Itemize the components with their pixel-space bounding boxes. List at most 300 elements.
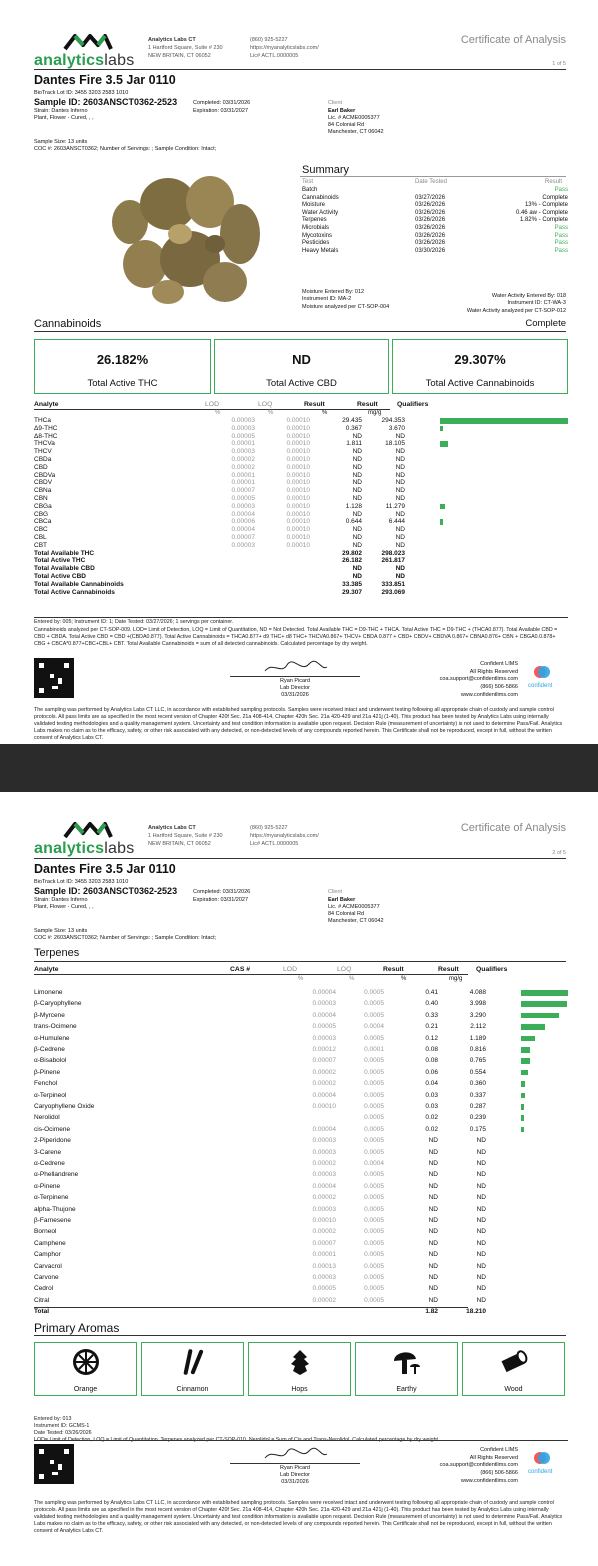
cell-r1: ND [352,541,362,549]
cell-lod: 0.00007 [312,1239,336,1247]
cell-r1: ND [428,1239,438,1247]
cell-r1: ND [428,1296,438,1304]
cell-r2: ND [395,463,405,471]
cell-r1: ND [428,1160,438,1167]
lims-phone: (866) 506-5866 [480,684,518,691]
signer-name: Ryan Picard [280,678,310,684]
table-row [34,456,568,464]
result-bar [521,1058,530,1064]
cell-a: Cedrol [34,1285,54,1293]
table-row [34,1206,568,1214]
summary-test: Microbials [302,224,330,231]
cell-r2: ND [476,1160,486,1167]
cell-r1: 0.02 [425,1125,438,1133]
summary-result: Pass [554,247,568,254]
product-name: Dantes Fire 3.5 Jar 0110 [34,73,176,87]
cell-a: THCa [34,417,51,424]
product-type: Plant, Flower - Cured, , , [34,904,94,910]
table-row [34,1285,568,1293]
table-row [34,464,568,472]
cann-unit-r2: mg/g [368,410,382,416]
lab-website[interactable]: https://myanalyticslabs.com/ [250,44,319,51]
cell-loq: 0.00010 [286,487,310,495]
cell-r1: ND [428,1285,438,1293]
aroma-hops-label: Hops [291,1386,308,1393]
completed-date: Completed: 03/31/2026 [193,100,251,106]
table-row [34,433,568,441]
product-type: Plant, Flower - Cured, , , [34,115,94,121]
cell-r2: 3.670 [388,424,405,432]
total-active-cbd-label: Total Active CBD [266,378,337,389]
cell-a: Camphor [34,1251,61,1259]
cell-r2: 4.088 [469,989,486,996]
lab-name: Analytics Labs CT [148,825,196,831]
lab-contact [250,37,319,61]
cell-loq: 0.0005 [364,1034,384,1042]
cell-r2: ND [476,1205,486,1213]
table-row [34,425,568,433]
table-row [34,1251,568,1259]
cell-loq: 0.00010 [286,495,310,502]
cell-a: 3-Carene [34,1148,62,1156]
cell-r2: ND [476,1296,486,1304]
terp-unit-r2: mg/g [449,976,463,982]
result-bar [521,1036,535,1042]
table-row [34,1080,568,1088]
summary-row [302,225,568,233]
cell-r2: ND [476,1239,486,1247]
lims-info [440,661,518,699]
cell-a: Δ8-THC [34,432,58,440]
cell-loq: 0.0004 [364,1023,384,1031]
terp-header-lod: LOD [283,966,297,973]
cann-note1: Entered by: 005; Instrument ID: 1; Date Tested: 03/27/2026; 1 servings per container. [34,619,234,625]
aroma-cinnamon-label: Cinnamon [176,1386,209,1393]
cell-loq: 0.0005 [364,1103,384,1110]
summary-test: Water Activity [302,209,339,216]
cell-r1: 0.33 [425,1011,438,1019]
total-r1: ND [352,573,362,580]
cannabinoids-divider [34,331,566,332]
cell-loq: 0.00010 [286,526,310,534]
cell-r1: ND [428,1205,438,1213]
orange-icon [71,1347,101,1377]
aroma-wood [462,1342,565,1396]
cell-lod: 0.00004 [231,510,255,518]
cell-r2: ND [476,1217,486,1224]
cell-a: α-Pinene [34,1182,61,1190]
cann-header-loq: LOQ [258,401,273,408]
cell-lod: 0.00007 [231,487,255,495]
cell-a: Carvone [34,1274,59,1281]
result-bar [521,1081,525,1087]
table-row [34,1160,568,1168]
header-divider [34,69,566,70]
cell-a: Fenchol [34,1080,58,1088]
cell-r2: 0.816 [469,1046,486,1053]
logo-text [34,52,134,70]
cell-r2: ND [395,432,405,440]
page-number: 1 of 5 [552,61,566,67]
cell-r1: ND [428,1171,438,1179]
cell-a: Limonene [34,989,63,996]
cell-r1: ND [428,1137,438,1145]
summary-table [302,187,568,255]
total-row [34,565,568,573]
client-license: Lic. # ACME0005377 [328,115,380,122]
aroma-cinnamon [141,1342,244,1396]
client-license: Lic. # ACME0005377 [328,904,380,911]
cell-loq: 0.00010 [286,448,310,456]
cell-loq: 0.0005 [364,1194,384,1202]
terp-header-qualifiers: Qualifiers [476,966,508,973]
summary-result: 1.82% - Complete [519,217,568,224]
client-name: Earl Baker [328,897,356,903]
cell-a: CBL [34,534,47,541]
cell-lod: 0.00004 [231,526,255,534]
result-bar [521,1001,567,1007]
cell-r1: 0.41 [425,989,438,996]
result-bar [521,990,568,996]
cell-lod: 0.00005 [312,1023,336,1031]
aroma-orange [34,1342,137,1396]
summary-date: 03/26/2026 [415,209,446,216]
moisture-entered: Moisture Entered By: 012 [302,289,365,295]
signature-image [255,659,335,677]
summary-row [302,233,568,241]
lab-name: Analytics Labs CT [148,37,196,43]
total-active-thc-box [34,339,211,394]
cell-r1: ND [428,1182,438,1190]
cann-unit-loq: % [268,410,274,416]
cell-a: α-Terpinene [34,1194,69,1202]
cann-unit-r1: % [322,410,328,416]
cell-lod: 0.00004 [312,1091,336,1099]
product-name: Dantes Fire 3.5 Jar 0110 [34,862,176,876]
lims-email[interactable]: coa.support@confidentlims.com [439,676,518,683]
confident-brand: confident [528,1469,553,1475]
signature-date: 03/31/2026 [281,692,309,699]
cell-r2: ND [395,526,405,534]
cell-lod: 0.00010 [312,1103,336,1110]
total-r1: 29.802 [342,549,362,557]
cell-loq: 0.00010 [286,471,310,479]
cell-loq: 0.0005 [364,1000,384,1008]
cell-a: Camphene [34,1239,66,1247]
qr-code[interactable] [34,658,74,698]
total-r2: 293.069 [381,588,405,596]
cell-loq: 0.0005 [364,1228,384,1236]
table-row [34,1000,568,1008]
cell-loq: 0.0005 [364,1171,384,1179]
cell-lod: 0.00001 [231,479,255,487]
cell-lod: 0.00002 [312,1228,336,1236]
summary-result: Pass [554,224,568,231]
summary-row [302,248,568,256]
cell-a: CBCa [34,518,52,526]
cell-lod: 0.00003 [231,424,255,432]
cell-r1: ND [428,1251,438,1259]
lab-contact [250,825,319,849]
total-active-cannabinoids-label: Total Active Cannabinoids [425,378,535,389]
cell-r2: ND [476,1194,486,1202]
cannabinoids-status: Complete [525,318,566,329]
cell-loq: 0.00010 [286,424,310,432]
cell-r1: ND [352,495,362,502]
lab-website[interactable]: https://myanalyticslabs.com/ [250,832,319,839]
log-icon [499,1347,529,1377]
page-number: 2 of 5 [552,850,566,856]
lab-license: Lic# ACTL.0000005 [250,840,299,847]
cell-r2: ND [476,1137,486,1145]
cell-a: Δ9-THC [34,424,58,432]
cell-lod: 0.00001 [231,471,255,479]
summary-header-result: Result [545,179,563,185]
cell-r1: ND [352,463,362,471]
total-r1: ND [352,565,362,573]
logo-text-b: labs [104,52,135,69]
table-row [34,1240,568,1248]
cell-r1: 0.644 [345,518,362,526]
cell-lod: 0.00004 [312,1125,336,1133]
cell-loq: 0.0005 [364,1114,384,1122]
cell-a: THCV [34,448,52,456]
table-row [34,511,568,519]
cell-r2: ND [476,1171,486,1179]
completed-date: Completed: 03/31/2026 [193,889,251,895]
total-active-thc-label: Total Active THC [87,378,158,389]
table-row [34,1012,568,1020]
cell-lod: 0.00003 [312,1205,336,1213]
table-row [34,1069,568,1077]
cell-a: CBDVa [34,471,56,479]
cell-r2: ND [395,471,405,479]
cell-r1: 1.128 [345,502,362,510]
qr-code[interactable] [34,1444,74,1484]
cell-r1: 0.03 [425,1103,438,1110]
cell-r2: 0.175 [469,1125,486,1133]
confident-brand: confident [528,683,553,689]
signature-line [230,1463,360,1464]
cinnamon-icon [178,1347,208,1377]
sample-size: Sample Size: 13 units [34,928,88,934]
total-a: Total Active Cannabinoids [34,588,115,596]
cell-a: Nerolidol [34,1114,60,1122]
signature-block [230,1465,360,1486]
coc-info: COC #: 2603ANSCT0362; Number of Servings: ; Sample Condition: Intact; [34,935,217,941]
summary-date: 03/26/2026 [415,232,446,239]
cell-r2: 0.239 [469,1114,486,1122]
cell-loq: 0.00010 [286,456,310,463]
cell-r2: 11.279 [385,502,405,510]
table-row [34,1137,568,1145]
lab-address1: 1 Hartford Square, Suite # 230 [148,44,223,51]
cell-r2: ND [476,1262,486,1270]
cell-lod: 0.00003 [231,502,255,510]
cell-r2: ND [476,1148,486,1156]
total-row [34,573,568,581]
wa-instrument: Instrument ID: CT-WA-3 [507,300,566,307]
cell-r2: 294.353 [381,417,405,424]
terp-table-rule [34,974,468,975]
table-row [34,1035,568,1043]
coa-page-1 [0,0,598,744]
table-row [34,1149,568,1157]
cell-loq: 0.0005 [364,1239,384,1247]
cell-a: α-Humulene [34,1034,70,1042]
cell-a: CBN [34,495,48,502]
wa-sop: Water Activity analyzed per CT-SOP-012 [466,307,566,314]
cell-r1: ND [352,534,362,541]
cell-r1: ND [428,1194,438,1202]
summary-result: Pass [554,187,568,193]
cell-loq: 0.00010 [286,479,310,487]
cell-lod: 0.00002 [312,1194,336,1202]
table-row [34,1103,568,1111]
summary-test: Moisture [302,202,326,209]
cell-lod: 0.00001 [231,440,255,448]
summary-divider [300,176,566,177]
cell-r2: ND [395,495,405,502]
cell-r1: 0.40 [425,1000,438,1008]
cell-lod: 0.00003 [231,417,255,424]
table-row [34,1046,568,1054]
terp-header-loq: LOQ [337,966,352,973]
cell-loq: 0.0005 [364,1262,384,1270]
total-row [34,557,568,565]
cell-lod: 0.00002 [231,456,255,463]
disclaimer: The sampling was performed by Analytics Labs CT LLC, in accordance with established sampling protocols. Samples were received intact and underwent testing following all appropriate chain of custody and sample control protocols. All pass limits are as specified in the most recent version of Chapter 420f Sec. 21a 408-414, Chapter 420h Sec. 21a 420-429 and 21a 421j (1-40). This product has been tested by Analytics Labs using internally validated testing methodologies and a quality management system. Uncertainty and test condition information is available upon request. Decision Rule (measurement of uncertainty) is not used to determine Pass/Fail. Analytics Labs makes no claim as to the efficacy, safety, or other risk associated with any detected, or non-detected levels of any compounds reported herein. This Certificate shall not be reproduced, except in full, without the written consent of Analytics Labs CT. [34,707,563,741]
cell-r2: 1.189 [469,1034,486,1042]
lims-website[interactable]: www.confidentlims.com [460,1477,518,1484]
summary-result: Pass [554,232,568,239]
sample-id: Sample ID: 2603ANSCT0362-2523 [34,97,178,107]
cell-r1: 29.435 [342,417,362,424]
cell-r2: 0.287 [469,1103,486,1110]
client-addr1: 84 Colonial Rd [328,911,365,918]
cell-loq: 0.00010 [286,541,310,549]
cell-r2: 2.112 [470,1023,486,1031]
cell-r2: ND [395,534,405,541]
client-addr2: Manchester, CT 06042 [328,129,384,136]
cell-r2: 3.290 [469,1011,486,1019]
terp-unit-loq: % [349,976,355,982]
result-bar [440,441,448,447]
table-row [34,1057,568,1065]
table-row [34,1194,568,1202]
mushroom-icon [392,1347,422,1377]
coc-info: COC #: 2603ANSCT0362; Number of Servings: ; Sample Condition: Intact; [34,146,217,152]
lims-email[interactable]: coa.support@confidentlims.com [439,1462,518,1469]
signature-date: 03/31/2026 [281,1479,309,1486]
cell-r1: ND [352,448,362,456]
total-a: Total Available CBD [34,565,95,573]
cell-lod: 0.00002 [231,463,255,471]
cell-lod: 0.00003 [231,448,255,456]
cell-lod: 0.00002 [312,1080,336,1088]
cell-a: α-Phellandrene [34,1171,79,1179]
cell-r2: ND [476,1251,486,1259]
cell-loq: 0.0005 [364,1137,384,1145]
terpenes-divider [34,961,566,962]
cell-loq: 0.00010 [286,510,310,518]
table-row [34,526,568,534]
signer-name: Ryan Picard [280,1465,310,1471]
summary-date: 03/27/2026 [415,194,446,201]
table-row [34,417,568,425]
terp-note2: Instrument ID: GCMS-1 [34,1423,90,1430]
signature-block [230,678,360,699]
summary-test: Pesticides [302,240,330,247]
cell-loq: 0.00010 [286,534,310,541]
lab-address1: 1 Hartford Square, Suite # 230 [148,832,223,839]
table-row [34,503,568,511]
disclaimer: The sampling was performed by Analytics Labs CT LLC, in accordance with established sampling protocols. Samples were received intact and underwent testing following all appropriate chain of custody and sample control protocols. All pass limits are as specified in the most recent version of Chapter 420f Sec. 21a 408-414, Chapter 420h Sec. 21a 420-429 and 21a 421j (1-40). This product has been tested by Analytics Labs using internally validated testing methodologies and a quality management system. Uncertainty and test condition information is available upon request. Decision Rule (measurement of uncertainty) is not used to determine Pass/Fail. Analytics Labs makes no claim as to the efficacy, safety, or other risk associated with any detected, or non-detected levels of any compounds reported herein. This Certificate shall not be reproduced, except in full, without the written consent of Analytics Labs CT. [34,1500,563,1534]
doc-title: Certificate of Analysis [460,822,566,834]
cell-r2: 0.337 [469,1091,486,1099]
total-r1: 1.82 [425,1308,438,1316]
total-row [34,550,568,558]
total-r1: 29.307 [342,588,362,596]
cell-lod: 0.00007 [312,1057,336,1065]
cell-lod: 0.00005 [231,432,255,440]
summary-test: Mycotoxins [302,232,333,239]
lims-website[interactable]: www.confidentlims.com [460,691,518,698]
table-row [34,448,568,456]
cell-r1: 0.21 [425,1023,438,1031]
summary-test: Heavy Metals [302,247,339,254]
cann-header-result-mg: Result [357,401,378,408]
summary-result: 13% - Complete [524,202,568,209]
cell-r2: ND [476,1285,486,1293]
result-bar [521,1024,545,1030]
cell-a: 2-Piperidone [34,1137,71,1145]
cell-r2: ND [395,479,405,487]
sample-id: Sample ID: 2603ANSCT0362-2523 [34,886,178,896]
terp-header-result-mg: Result [438,966,459,973]
cell-lod: 0.00004 [312,1182,336,1190]
cell-r1: 0.12 [425,1034,438,1042]
total-a: Total Active THC [34,557,86,565]
logo-text-a: analytics [34,52,105,69]
summary-result: 0.46 aw - Complete [515,209,568,216]
aromas-title: Primary Aromas [34,1321,120,1335]
cell-r1: ND [428,1274,438,1281]
logo-mark-icon [63,33,113,51]
cell-loq: 0.0005 [364,1125,384,1133]
expiration-date: Expiration: 03/31/2027 [193,108,249,114]
table-row [34,1092,568,1100]
summary-test: Terpenes [302,217,327,224]
cell-a: α-Terpineol [34,1091,67,1099]
cann-table-rule [34,409,390,410]
lab-info [148,825,223,849]
cell-lod: 0.00001 [312,1251,336,1259]
moisture-sop: Moisture analyzed per CT-SOP-004 [302,303,390,310]
client-addr2: Manchester, CT 06042 [328,918,384,925]
cell-a: β-Farnesene [34,1217,71,1224]
cell-a: CBT [34,541,47,549]
logo-text [34,840,134,858]
logo-text-b: labs [104,840,135,857]
aromas-divider [34,1335,566,1336]
cell-loq: 0.0005 [364,1182,384,1190]
expiration-date: Expiration: 03/31/2027 [193,897,249,903]
total-active-cbd-value: ND [292,352,311,367]
cell-loq: 0.00010 [286,502,310,510]
table-row [34,495,568,503]
table-row [34,542,568,550]
